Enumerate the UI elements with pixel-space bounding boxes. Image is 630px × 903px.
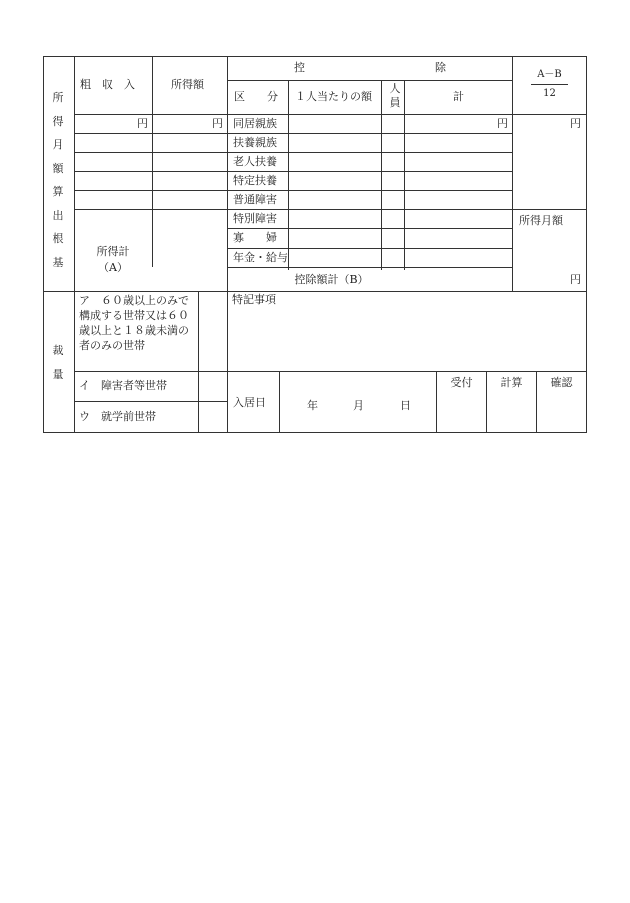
side-label-decision xyxy=(51,339,65,386)
vline-income xyxy=(227,56,228,291)
yen-unit-income: 円 xyxy=(212,117,223,130)
deduction-row-label: 同居親族 xyxy=(233,117,277,130)
side-char: 算 xyxy=(52,185,64,198)
per-person-header: １人当たりの額 xyxy=(295,90,372,103)
hline-row5 xyxy=(74,209,512,210)
persons-header xyxy=(386,82,404,110)
side-char: 額 xyxy=(52,161,64,175)
border-right xyxy=(586,56,587,433)
gross-income-header: 粗 収 入 xyxy=(80,78,135,91)
border-top xyxy=(43,56,587,57)
deduction-row-label: 寡 婦 xyxy=(233,231,277,244)
received-stamp-label: 受付 xyxy=(450,376,473,389)
side-label-calc-basis xyxy=(51,86,65,274)
income-calculation-form xyxy=(43,56,587,433)
yen-unit-monthly: 円 xyxy=(570,273,581,286)
yen-unit-gross: 円 xyxy=(137,117,148,130)
section-divider xyxy=(43,291,587,292)
confirmed-stamp-label: 確認 xyxy=(550,376,573,389)
vline-movein xyxy=(279,371,280,432)
vline-total xyxy=(512,56,513,291)
hline-row8 xyxy=(227,267,512,268)
hline-cat-a xyxy=(74,371,586,372)
persons-char: 員 xyxy=(389,96,401,109)
persons-char: 人 xyxy=(389,82,401,95)
deduction-total-label: 控除額計（B） xyxy=(294,273,369,286)
income-total-sub: （A） xyxy=(98,261,128,274)
side-char: 月 xyxy=(52,138,64,151)
monthly-income-label: 所得月額 xyxy=(519,214,563,227)
category-b-label: イ 障害者等世帯 xyxy=(79,379,167,392)
income-amount-header: 所得額 xyxy=(171,78,204,91)
side-char: 根 xyxy=(52,232,64,245)
move-in-label: 入居日 xyxy=(233,396,266,409)
hline-row3 xyxy=(74,171,512,172)
deduction-row-label: 特定扶養 xyxy=(233,174,277,187)
side-char: 出 xyxy=(52,208,64,222)
border-left xyxy=(43,56,44,433)
side-char: 量 xyxy=(52,367,64,381)
deduction-row-label: 扶養親族 xyxy=(233,136,277,149)
income-total-label: 所得計 xyxy=(96,245,130,258)
side-char: 所 xyxy=(52,91,64,104)
vline-perperson xyxy=(381,80,382,270)
total-header: 計 xyxy=(453,90,464,103)
deduction-row-label: 普通障害 xyxy=(233,193,277,206)
hline-row6 xyxy=(227,228,512,229)
yen-unit-total: 円 xyxy=(497,117,508,130)
vline-cat-right xyxy=(227,291,228,432)
category-c-label: ウ 就学前世帯 xyxy=(79,410,156,423)
hline-row4 xyxy=(74,190,512,191)
calculated-stamp-label: 計算 xyxy=(500,376,523,389)
hline-formula xyxy=(531,84,568,85)
hline-row7 xyxy=(227,248,512,249)
deduction-row-label: 特別障害 xyxy=(233,212,277,225)
hline-row1 xyxy=(74,133,512,134)
vline-category xyxy=(288,80,289,270)
yen-unit-formula: 円 xyxy=(570,117,581,130)
move-in-year: 年 xyxy=(307,399,318,412)
hline-row2 xyxy=(74,152,512,153)
formula-denominator: 12 xyxy=(543,88,556,99)
move-in-day: 日 xyxy=(400,399,411,412)
hline-deduction-header xyxy=(227,80,512,81)
side-char: 裁 xyxy=(52,344,64,357)
vline-cat-check xyxy=(198,291,199,432)
category-a-label: ア ６０歳以上のみで構成する世帯又は６０歳以上と１８歳未満の者のみの世帯 xyxy=(79,294,189,352)
hline-header-bottom xyxy=(74,114,586,115)
move-in-month: 月 xyxy=(353,399,364,412)
deduction-row-label: 老人扶養 xyxy=(233,155,277,168)
border-bottom xyxy=(43,432,587,433)
vline-persons xyxy=(404,80,405,270)
side-char: 基 xyxy=(52,255,64,269)
hline-cat-b xyxy=(74,401,227,402)
formula-numerator: A－B xyxy=(537,69,562,80)
special-notes-label: 特記事項 xyxy=(232,293,276,306)
hline-monthly xyxy=(512,209,586,210)
side-char: 得 xyxy=(52,114,64,128)
vline-gross xyxy=(152,56,153,267)
deduction-header-2: 除 xyxy=(435,61,446,74)
deduction-header: 控 xyxy=(294,61,305,74)
category-header: 区 分 xyxy=(234,90,278,103)
deduction-row-label: 年金・給与 xyxy=(233,251,288,264)
